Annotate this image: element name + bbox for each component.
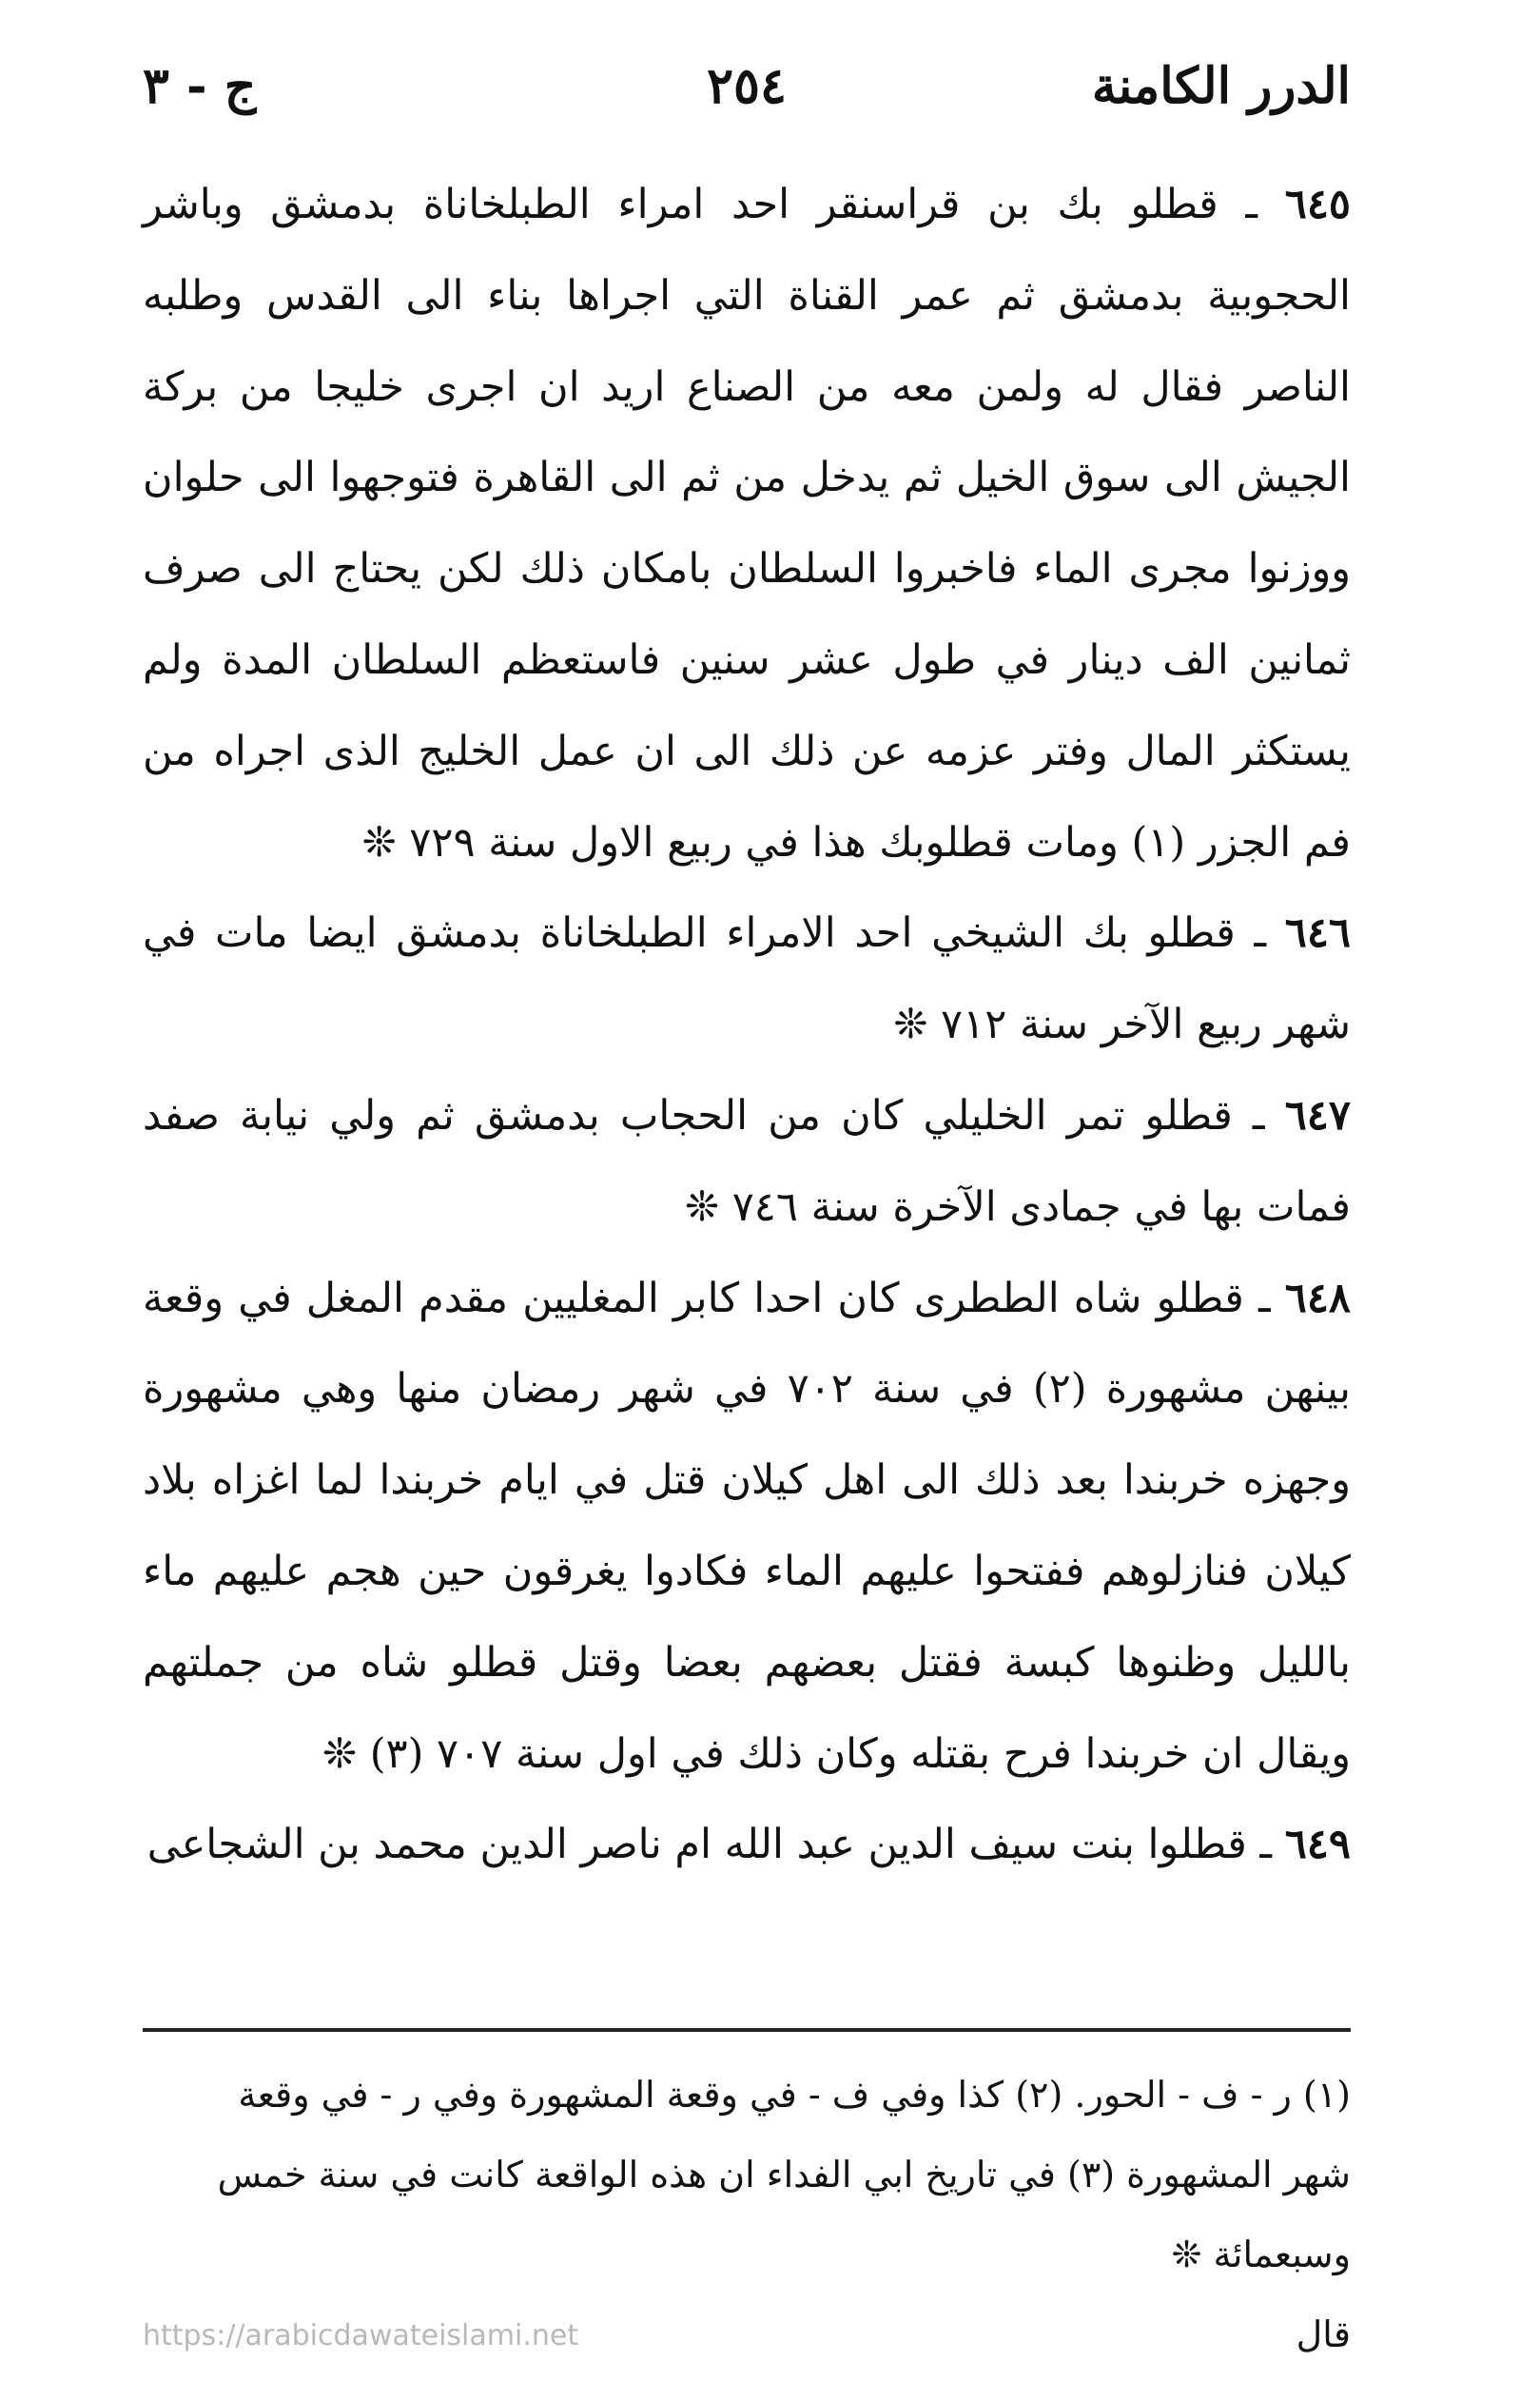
- entry-text: قطلو بك بن قراسنقر احد امراء الطبلخاناة بدمشق وباشر الحجوبية بدمشق ثم عمر القناة التي اجراها بناء الى القدس وطلبه الناصر فقال له ولمن معه من الصناع اريد ان اجرى خليجا من بركة الجيش الى سوق الخيل ثم يدخل من ثم الى القاهرة فتوجهوا الى حلوان ووزنوا مجرى الماء فاخبروا السلطان بامكان ذلك لكن يحتاج الى صرف ثمانين الف دينار في طول عشر سنين فاستعظم السلطان المدة ولم يستكثر المال وفتر عزمه عن ذلك الى ان عمل الخليج الذى اجراه من فم الجزر (١) ومات قطلوبك هذا في ربيع الاول سنة ٧٢٩ ❊: [143, 181, 1351, 867]
- entry-text: قطلو شاه الططرى كان احدا كابر المغليين مقدم المغل في وقعة بينهن مشهورة (٢) في سنة ٧٠٢ في شهر رمضان منها وهي مشهورة وجهزه خربندا بعد ذلك الى اهل كيلان قتل في ايام خربندا لما اغزاه بلاد كيلان فنازلوهم ففتحوا عليهم الماء فكادوا يغرقون حين هجم عليهم ماء بالليل وظنوها كبسة فقتل بعضهم بعضا وقتل قطلو شاه من جملتهم ويقال ان خربندا فرح بقتله وكان ذلك في اول سنة ٧٠٧ (٣) ❊: [143, 1274, 1351, 1778]
- page-header: [143, 57, 1351, 143]
- book-title: الدرر الكامنة: [1091, 57, 1351, 115]
- entry-646: ٦٤٦ ـ قطلو بك الشيخي احد الامراء الطبلخاناة بدمشق ايضا مات في شهر ربيع الآخر سنة ٧١٢ ❊: [143, 909, 1352, 1049]
- footnote-divider: [143, 2028, 1351, 2032]
- entry-text: قطلو تمر الخليلي كان من الحجاب بدمشق ثم ولي نيابة صفد فمات بها في جمادى الآخرة سنة ٧٤٦ ❊: [143, 1091, 1351, 1231]
- entry-number: ٦٤٨: [1284, 1274, 1352, 1322]
- entry-number: ٦٤٦: [1284, 909, 1352, 958]
- page-number: ٢٥٤: [707, 57, 787, 115]
- entry-number: ٦٤٩: [1284, 1821, 1351, 1869]
- entry-648: ٦٤٨ ـ قطلو شاه الططرى كان احدا كابر المغليين مقدم المغل في وقعة بينهن مشهورة (٢) في سنة ٧٠٢ في شهر رمضان منها وهي مشهورة وجهزه خربندا بعد ذلك الى اهل كيلان قتل في ايام خربندا لما اغزاه بلاد كيلان فنازلوهم ففتحوا عليهم الماء فكادوا يغرقون حين هجم عليهم ماء بالليل وظنوها كبسة فقتل بعضهم بعضا وقتل قطلو شاه من جملتهم ويقال ان خربندا فرح بقتله وكان ذلك في اول سنة ٧٠٧ (٣) ❊: [143, 1274, 1352, 1778]
- entry-647: ٦٤٧ ـ قطلو تمر الخليلي كان من الحجاب بدمشق ثم ولي نيابة صفد فمات بها في جمادى الآخرة سنة ٧٤٦ ❊: [143, 1091, 1351, 1231]
- entry-number: ٦٤٧: [1284, 1091, 1351, 1140]
- entry-649: ٦٤٩ ـ قطلوا بنت سيف الدين عبد الله ام ناصر الدين محمد بن الشجاعى: [146, 1821, 1351, 1869]
- biography-entries: [143, 160, 1351, 1891]
- document-page: [143, 57, 1352, 2355]
- watermark-url: https://arabicdawateislami.net: [143, 2319, 579, 2352]
- entry-text: قطلو بك الشيخي احد الامراء الطبلخاناة بدمشق ايضا مات في شهر ربيع الآخر سنة ٧١٢ ❊: [143, 909, 1351, 1049]
- entry-number: ٦٤٥: [1284, 181, 1352, 228]
- entry-text: قطلوا بنت سيف الدين عبد الله ام ناصر الدين محمد بن الشجاعى: [146, 1821, 1247, 1869]
- entry-645: ٦٤٥ ـ قطلو بك بن قراسنقر احد امراء الطبلخاناة بدمشق وباشر الحجوبية بدمشق ثم عمر القناة التي اجراها بناء الى القدس وطلبه الناصر فقال له ولمن معه من الصناع اريد ان اجرى خليجا من بركة الجيش الى سوق الخيل ثم يدخل من ثم الى القاهرة فتوجهوا الى حلوان ووزنوا مجرى الماء فاخبروا السلطان بامكان ذلك لكن يحتاج الى صرف ثمانين الف دينار في طول عشر سنين فاستعظم السلطان المدة ولم يستكثر المال وفتر عزمه عن ذلك الى ان عمل الخليج الذى اجراه من فم الجزر (١) ومات قطلوبك هذا في ربيع الاول سنة ٧٢٩ ❊: [143, 181, 1352, 867]
- volume-label: ج - ٣: [143, 57, 257, 115]
- footnote-line: شهر المشهورة (٣) في تاريخ ابي الفداء ان هذه الواقعة كانت في سنة خمس وسبعمائة ❊: [217, 2154, 1351, 2275]
- footnote-line: (١) ر - ف - الحور. (٢) كذا وفي ف - في وقعة المشهورة وفي ر - في وقعة: [238, 2074, 1351, 2116]
- catchword: قال: [1296, 2313, 1351, 2355]
